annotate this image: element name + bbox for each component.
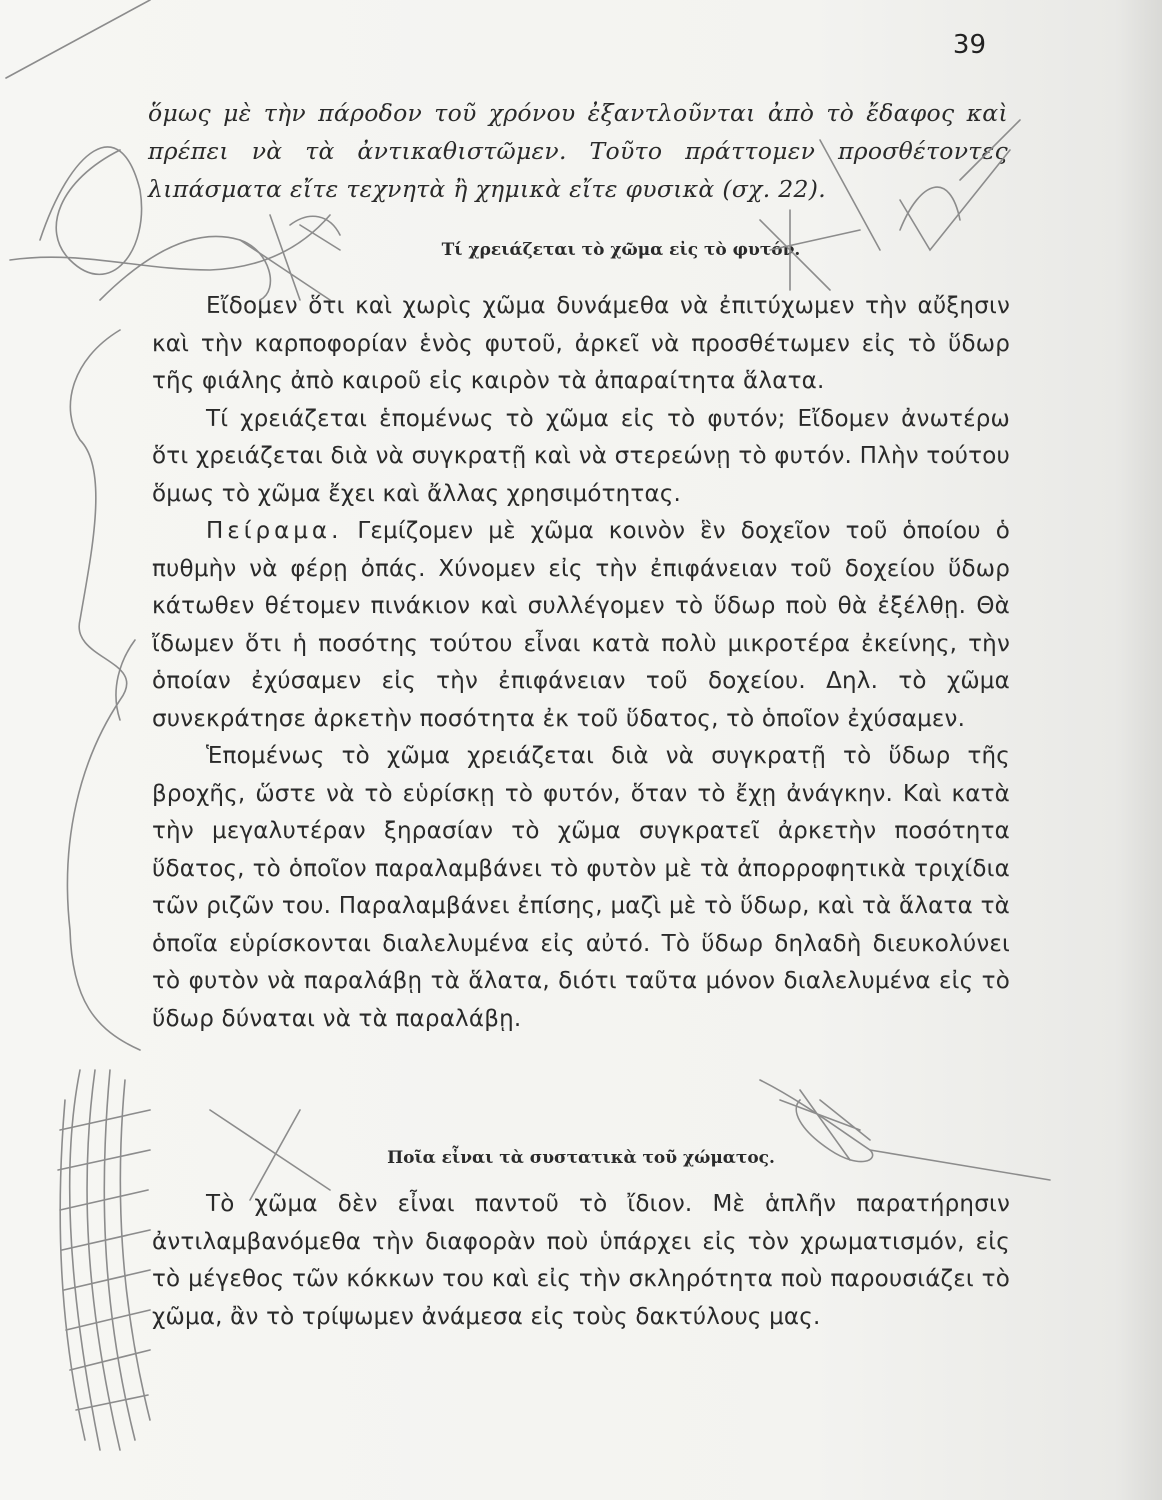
paragraph: Εἴδομεν ὅτι καὶ χωρὶς χῶμα δυνάμεθα νὰ ἐπιτύχωμεν τὴν αὔξησιν καὶ τὴν καρποφορίαν ἑνὸς φυτοῦ, ἀρκεῖ νὰ προσθέτωμεν εἰς τὸ ὕδωρ τῆς φιάλης ἀπὸ καιροῦ εἰς καιρὸν τὰ ἀπαραίτητα ἅλατα. bbox=[152, 293, 1010, 394]
scribble-hatch bbox=[60, 1070, 150, 1450]
scribble-line bbox=[6, 0, 150, 78]
experiment-paragraph bbox=[152, 513, 1010, 738]
experiment-label: Πείραμα. bbox=[206, 518, 343, 544]
scribble-bracket bbox=[116, 640, 135, 720]
scribble-bracket bbox=[67, 330, 140, 1050]
scribble-cross bbox=[290, 216, 340, 235]
intro-paragraph-block bbox=[148, 94, 1008, 208]
paragraph: Τὸ χῶμα δὲν εἶναι παντοῦ τὸ ἴδιον. Μὲ ἁπλῆν παρατήρησιν ἀντιλαμβανόμεθα τὴν διαφορὰν ποὺ ὑπάρχει εἰς τὸν χρωματισμόν, εἰς τὸ μέγεθος τῶν κόκκων του καὶ εἰς τὴν σκληρότητα ποὺ παρουσιάζει τὸ χῶμα, ἂν τὸ τρίψωμεν ἀνάμεσα εἰς τοὺς δακτύλους μας. bbox=[152, 1191, 1010, 1330]
section-heading-soil-components: Ποῖα εἶναι τὰ συστατικὰ τοῦ χώματος. bbox=[387, 1148, 775, 1168]
paragraph: Τί χρειάζεται ἑπομένως τὸ χῶμα εἰς τὸ φυτόν; Εἴδομεν ἀνωτέρω ὅτι χρειάζεται διὰ νὰ συγκρατῇ καὶ νὰ στερεώνῃ τὸ φυτόν. Πλὴν τούτου ὅμως τὸ χῶμα ἔχει καὶ ἄλλας χρησιμότητας. bbox=[152, 405, 1010, 507]
experiment-text: Γεμίζομεν μὲ χῶμα κοινὸν ἓν δοχεῖον τοῦ ὁποίου ὁ πυθμὴν νὰ φέρῃ ὀπάς. Χύνομεν εἰς τὴν ἐπιφάνειαν τοῦ δοχείου ὕδωρ κάτωθεν θέτομεν πινάκιον καὶ συλλέγομεν τὸ ὕδωρ ποὺ θὰ ἐξέλθῃ. Θὰ ἴδωμεν ὅτι ἡ ποσότης τούτου εἶναι κατὰ πολὺ μικροτέρα ἐκείνης, τὴν ὁποίαν ἐχύσαμεν εἰς τὴν ἐπιφάνειαν τοῦ δοχείου. Δηλ. τὸ χῶμα συνεκράτησε ἀρκετὴν ποσότητα ἐκ τοῦ ὕδατος, τὸ ὁποῖον ἐχύσαμεν. bbox=[152, 518, 1010, 732]
conclusion-paragraph: Ἑπομένως τὸ χῶμα χρειάζεται διὰ νὰ συγκρατῇ τὸ ὕδωρ τῆς βροχῆς, ὥστε νὰ τὸ εὑρίσκῃ τὸ φυτόν, ὅταν τὸ ἔχῃ ἀνάγκην. Καὶ κατὰ τὴν μεγαλυτέραν ξηρασίαν τὸ χῶμα συγκρατεῖ ἀρκετὴν ποσότητα ὕδατος, τὸ ὁποῖον παραλαμβάνει τὸ φυτὸν μὲ τὰ ἀπορροφητικὰ τριχίδια τῶν ριζῶν του. Παραλαμβάνει ἐπίσης, μαζὶ μὲ τὸ ὕδωρ, καὶ τὰ ἅλατα τὰ ὁποῖα εὑρίσκονται διαλελυμένα εἰς αὐτό. Τὸ ὕδωρ δηλαδὴ διευκολύνει τὸ φυτὸν νὰ παραλάβῃ τὰ ἅλατα, διότι ταῦτα μόνον διαλελυμένα εἰς τὸ ὕδωρ δύναται νὰ τὰ παραλάβῃ. bbox=[152, 743, 1010, 1032]
section-body-soil-components bbox=[152, 1186, 1010, 1336]
intro-paragraph: ὅμως μὲ τὴν πάροδον τοῦ χρόνου ἐξαντλοῦνται ἀπὸ τὸ ἔδαφος καὶ πρέπει νὰ τὰ ἀντικαθιστῶμεν. Τοῦτο πράττομεν προσθέτοντες λιπάσματα εἴτε τεχνητὰ ἢ χημικὰ εἴτε φυσικὰ (σχ. 22). bbox=[148, 99, 1008, 203]
page-number: 39 bbox=[952, 30, 986, 60]
section-body-soil-use bbox=[152, 288, 1010, 1038]
section-heading-soil-use: Τί χρειάζεται τὸ χῶμα εἰς τὸ φυτόν. bbox=[441, 240, 801, 260]
